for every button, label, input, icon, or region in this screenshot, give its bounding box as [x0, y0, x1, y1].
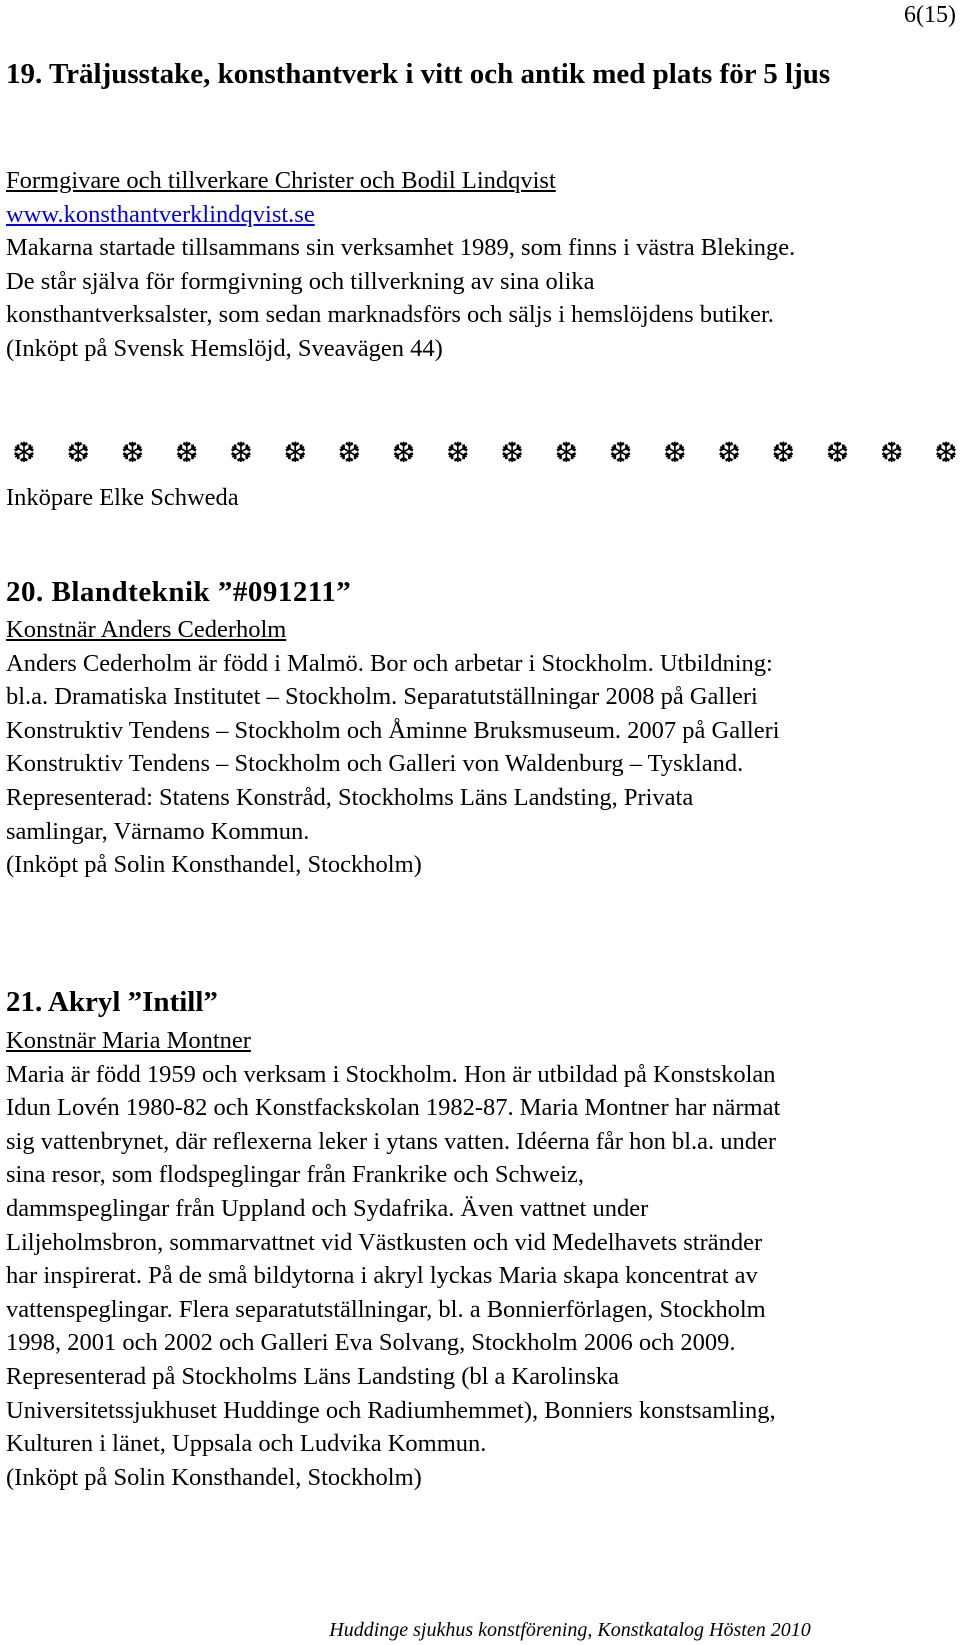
- item-21-line: sina resor, som flodspeglingar från Frankrike och Schweiz,: [6, 1161, 585, 1189]
- snowflake-icon: ❆: [337, 436, 362, 469]
- item-21-line: (Inköpt på Solin Konsthandel, Stockholm): [6, 1463, 422, 1491]
- page-number: 6(15): [904, 2, 956, 28]
- item-19-body: [6, 164, 956, 366]
- snowflake-icon: ❆: [608, 436, 633, 469]
- item-20-line: Konstruktiv Tendens – Stockholm och Galleri von Waldenburg – Tyskland.: [6, 750, 744, 778]
- buyer-line: [6, 481, 956, 515]
- snowflake-icon: ❆: [717, 436, 741, 469]
- snowflake-icon: ❆: [554, 436, 579, 469]
- item-20-line: samlingar, Värnamo Kommun.: [6, 817, 310, 845]
- snowflake-icon: ❆: [934, 436, 958, 469]
- item-21-line: har inspirerat. På de små bildytorna i akryl lyckas Maria skapa koncentrat av: [6, 1262, 758, 1290]
- page-footer: [0, 1615, 960, 1645]
- item-20-artist: Konstnär Anders Cederholm: [6, 616, 287, 643]
- item-21-line: Universitetssjukhuset Huddinge och Radiumhemmet), Bonniers konstsamling,: [6, 1396, 776, 1424]
- item-19-website-link[interactable]: www.konsthantverklindqvist.se: [6, 200, 315, 228]
- snowflake-icon: ❆: [391, 436, 416, 469]
- item-21-heading: 21. Akryl ”Intill”: [6, 986, 218, 1018]
- item-21-line: vattenspeglingar. Flera separatutställningar, bl. a Bonnierförlagen, Stockholm: [6, 1295, 766, 1323]
- snowflake-icon: ❆: [174, 436, 199, 469]
- item-20-line: (Inköpt på Solin Konsthandel, Stockholm): [6, 851, 422, 879]
- footer-text: Huddinge sjukhus konstförening, Konstkatalog Hösten 2010: [329, 1619, 811, 1641]
- snowflake-divider: [10, 436, 960, 470]
- item-19-line: De står själva för formgivning och tillverkning av sina olika: [6, 267, 595, 295]
- item-20-line: Anders Cederholm är född i Malmö. Bor och arbetar i Stockholm. Utbildning:: [6, 649, 773, 677]
- snowflake-icon: ❆: [500, 436, 524, 469]
- snowflake-icon: ❆: [880, 436, 904, 469]
- item-21-line: Liljeholmsbron, sommarvattnet vid Västkusten och vid Medelhavets stränder: [6, 1228, 763, 1256]
- snowflake-icon: ❆: [66, 436, 90, 469]
- snowflake-icon: ❆: [229, 436, 253, 469]
- item-21-artist: Konstnär Maria Montner: [6, 1027, 251, 1054]
- item-19-line: Makarna startade tillsammans sin verksamhet 1989, som finns i västra Blekinge.: [6, 234, 796, 262]
- item-21-line: dammspeglingar från Uppland och Sydafrika. Även vattnet under: [6, 1194, 649, 1222]
- snowflake-icon: ❆: [12, 436, 36, 469]
- item-21-line: Idun Lovén 1980-82 och Konstfackskolan 1982-87. Maria Montner har närmat: [6, 1094, 781, 1122]
- item-21-line: Representerad på Stockholms Läns Landsting (bl a Karolinska: [6, 1362, 620, 1390]
- item-21-line: Maria är född 1959 och verksam i Stockholm. Hon är utbildad på Konstskolan: [6, 1060, 776, 1088]
- item-20-body: [6, 613, 956, 882]
- item-21-body: [6, 1024, 956, 1494]
- item-19-designer: Formgivare och tillverkare Christer och Bodil Lindqvist: [6, 167, 556, 194]
- item-20-heading: 20. Blandteknik ”#091211”: [6, 576, 352, 608]
- snowflake-icon: ❆: [771, 436, 796, 469]
- item-21-line: 1998, 2001 och 2002 och Galleri Eva Solvang, Stockholm 2006 och 2009.: [6, 1329, 736, 1357]
- snowflake-icon: ❆: [446, 436, 470, 469]
- item-19-heading: 19. Träljusstake, konsthantverk i vitt och antik med plats för 5 ljus: [6, 58, 831, 90]
- item-19-line: konsthantverksalster, som sedan marknadsförs och säljs i hemslöjdens butiker.: [6, 301, 774, 329]
- item-21-line: sig vattenbrynet, där reflexerna leker i ytans vatten. Idéerna får hon bl.a. under: [6, 1127, 777, 1155]
- snowflake-icon: ❆: [283, 436, 307, 469]
- item-20-line: bl.a. Dramatiska Institutet – Stockholm. Separatutställningar 2008 på Galleri: [6, 683, 758, 711]
- snowflake-icon: ❆: [120, 436, 145, 469]
- snowflake-icon: ❆: [825, 436, 850, 469]
- item-19-line: (Inköpt på Svensk Hemslöjd, Sveavägen 44): [6, 334, 443, 362]
- item-20-line: Representerad: Statens Konstråd, Stockholms Läns Landsting, Privata: [6, 783, 694, 811]
- snowflake-icon: ❆: [663, 436, 687, 469]
- item-20-line: Konstruktiv Tendens – Stockholm och Åminne Bruksmuseum. 2007 på Galleri: [6, 716, 780, 744]
- item-21-line: Kulturen i länet, Uppsala och Ludvika Kommun.: [6, 1430, 487, 1458]
- buyer-name: Inköpare Elke Schweda: [6, 484, 239, 511]
